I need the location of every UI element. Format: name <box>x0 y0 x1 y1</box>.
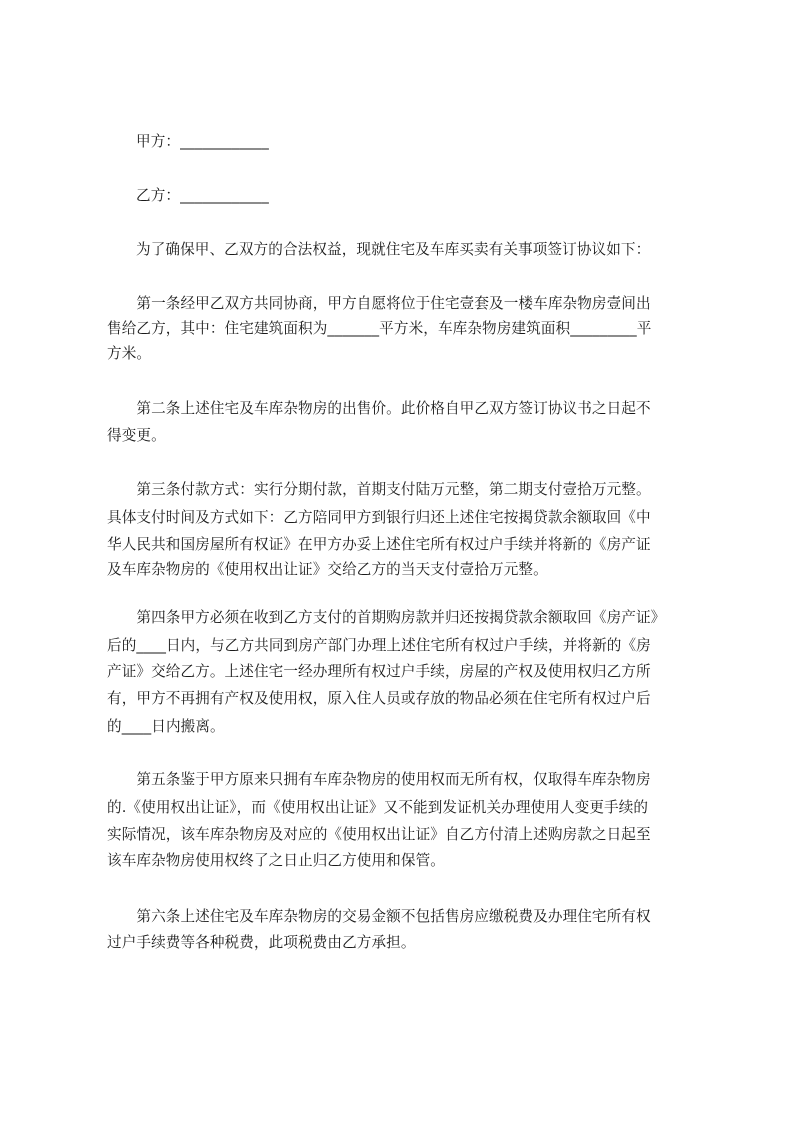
article-line: 实际情况，该车库杂物房及对应的《使用权出让证》自乙方付清上述购房款之日起至 <box>107 826 651 843</box>
article-line: 的.《使用权出让证》，而《使用权出让证》又不能到发证机关办理使用人变更手续的 <box>107 799 649 816</box>
article-line: 有，甲方不再拥有产权及使用权，原入住人员或存放的物品必须在住宅所有权过户后 <box>107 690 651 707</box>
article-line: 方米。 <box>107 345 152 362</box>
article-line: 该车库杂物房使用权终了之日止归乙方使用和保管。 <box>107 852 445 869</box>
article-line: 第四条甲方必须在收到乙方支付的首期购房款并归还按揭贷款余额取回《房产证》 <box>107 609 666 626</box>
party-b-line: 乙方：____________ <box>136 187 269 204</box>
article-line: 第五条鉴于甲方原来只拥有车库杂物房的使用权而无所有权，仅取得车库杂物房 <box>107 771 651 788</box>
article-line: 第一条经甲乙双方共同协商，甲方自愿将位于住宅壹套及一楼车库杂物房壹间出 <box>107 295 651 312</box>
intro-paragraph: 为了确保甲、乙双方的合法权益，现就住宅及车库买卖有关事项签订协议如下： <box>136 241 651 258</box>
article-line: 第六条上述住宅及车库杂物房的交易金额不包括售房应缴税费及办理住宅所有权 <box>107 908 651 925</box>
article-line: 华人民共和国房屋所有权证》在甲方办妥上述住宅所有权过户手续并将新的《房产证 <box>107 536 651 553</box>
article-line: 及车库杂物房的《使用权出让证》交给乙方的当天支付壹拾万元整。 <box>107 561 548 578</box>
article-line: 得变更。 <box>107 427 166 444</box>
article-line: 售给乙方，其中：住宅建筑面积为_______平方米，车库杂物房建筑面积_________平 <box>107 320 652 337</box>
article-line: 后的____日内，与乙方共同到房产部门办理上述住宅所有权过户手续，并将新的《房 <box>107 637 651 654</box>
party-a-line: 甲方：____________ <box>136 133 269 150</box>
article-line: 产证》交给乙方。上述住宅一经办理所有权过户手续，房屋的产权及使用权归乙方所 <box>107 663 651 680</box>
article-line: 第三条付款方式：实行分期付款，首期支付陆万元整，第二期支付壹拾万元整。 <box>107 481 651 498</box>
article-line: 的____日内搬离。 <box>107 718 225 735</box>
article-line: 具体支付时间及方式如下：乙方陪同甲方到银行归还上述住宅按揭贷款余额取回《中 <box>107 509 651 526</box>
article-line: 第二条上述住宅及车库杂物房的出售价。此价格自甲乙双方签订协议书之日起不 <box>107 400 651 417</box>
article-line: 过户手续费等各种税费，此项税费由乙方承担。 <box>107 934 416 951</box>
